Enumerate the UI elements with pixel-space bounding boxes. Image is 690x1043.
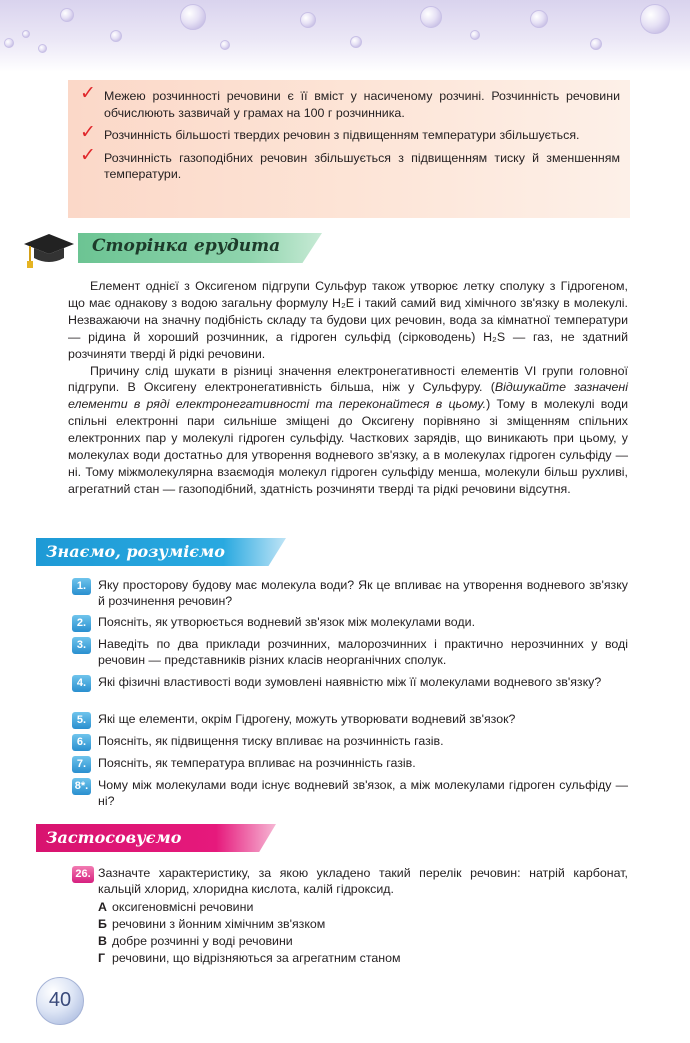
bubble-decoration (530, 10, 548, 28)
bubble-decoration (590, 38, 602, 50)
bubble-decoration (470, 30, 480, 40)
summary-item: ✓ Межею розчинності речовини є її вміст у насиченому розчині. Розчинність речовини обчислюють зазвичай у грамах на 100 г розчинника. (80, 82, 620, 120)
answer-option: Г речовини, що відрізняються за агрегатним станом (98, 951, 401, 965)
know-banner (36, 538, 286, 566)
apply-banner (36, 824, 276, 852)
check-mark-icon: ✓ (80, 143, 96, 166)
apply-question: 26. Зазначте характеристику, за якою укладено такий перелік речовин: натрій карбонат, кальцій хлорид, хлоридна кислота, калій гідроксид. (72, 866, 628, 897)
question-item: 7. Поясніть, як температура впливає на розчинність газів. (72, 756, 628, 772)
bubble-decoration (220, 40, 230, 50)
erudite-text (68, 278, 628, 498)
bubble-decoration (110, 30, 122, 42)
question-number: 8*. (72, 778, 91, 795)
bubble-decoration (4, 38, 14, 48)
check-mark-icon: ✓ (80, 121, 96, 143)
check-mark-icon: ✓ (80, 82, 96, 104)
bubble-decoration (180, 4, 206, 30)
question-item: 2. Поясніть, як утворюється водневий зв'язок між молекулами води. (72, 615, 628, 631)
question-item: 3. Наведіть по два приклади розчинних, малорозчинних і практично нерозчинних у воді речовин — представників різних класів неорганічних сполук. (72, 637, 628, 668)
bubble-decoration (420, 6, 442, 28)
question-number: 2. (72, 615, 91, 632)
erudite-paragraph-1: Елемент однієї з Оксигеном підгрупи Сульфур також утворює летку сполуку з Гідрогеном, що має однакову з водою загальну формулу H₂E і такий самий вид хімічного зв'язку в молекулі. Незважаючи на значну подібність складу та будови цих речовин, вода за кімнатної температури — рідина й хороший розчинник, а гідроген сульфід (сірководень) H₂S — газ, не здатний розчиняти тверді й рідкі речовини. (68, 279, 628, 361)
question-number: 1. (72, 578, 91, 595)
question-number: 6. (72, 734, 91, 751)
answer-option: А оксигеновмісні речовини (98, 900, 254, 914)
question-item: 5. Які ще елементи, окрім Гідрогену, можуть утворювати водневий зв'язок? (72, 712, 628, 728)
question-item: 6. Поясніть, як підвищення тиску впливає на розчинність газів. (72, 734, 628, 750)
question-number: 4. (72, 675, 91, 692)
bubble-decoration (38, 44, 47, 53)
bubble-decoration (22, 30, 30, 38)
summary-item: ✓ Розчинність більшості твердих речовин з підвищенням температури збільшується. (80, 121, 580, 143)
answer-option: В добре розчинні у воді речовини (98, 934, 293, 948)
question-number: 7. (72, 756, 91, 773)
top-decoration (0, 0, 690, 72)
know-title: Знаємо, розуміємо (46, 542, 225, 561)
page-number: 40 (48, 989, 72, 1011)
erudite-paragraph-2: Причину слід шукати в різниці значення електронегативності елементів VI групи головної підгрупи. В Оксигену електронегативність більша, ніж у Сульфуру. (Відшукайте зазначені елементи в ряді електронегативності та переконайтеся в цьому.) Тому в молекулі води спільні електронні пари сильніше зміщені до Оксигену порівняно зі зміщенням спільних електронних пар у молекулі гідроген сульфіду. Часткових зарядів, що виникають при цьому, у молекулах води достатньо для утворення водневого зв'язку, а в молекулах гідроген сульфіду — ні. Тому міжмолекулярна взаємодія молекул гідроген сульфіду менша, молекули більш рухливі, агрегатний стан — газоподібний, здатність розчиняти тверді та рідкі речовини відсутня. (68, 363, 628, 496)
bubble-decoration (640, 4, 670, 34)
question-item: 8*. Чому між молекулами води існує водневий зв'язок, а між молекулами гідроген сульфіду — ні? (72, 778, 628, 809)
summary-item: ✓ Розчинність газоподібних речовин збільшується з підвищенням тиску й зменшенням температури. (80, 143, 620, 181)
erudite-title: Сторінка ерудита (92, 236, 281, 256)
question-number: 5. (72, 712, 91, 729)
question-item: 1. Яку просторову будову має молекула води? Як це впливає на утворення водневого зв'язку й розчинення речовин? (72, 578, 628, 609)
question-item: 4. Які фізичні властивості води зумовлені наявністю між її молекулами водневого зв'язку? (72, 675, 628, 691)
question-number: 3. (72, 637, 91, 654)
bubble-decoration (300, 12, 316, 28)
question-number: 26. (72, 866, 94, 883)
summary-box (68, 80, 630, 218)
apply-title: Застосовуємо (46, 828, 182, 847)
answer-option: Б речовини з йонним хімічним зв'язком (98, 917, 326, 931)
graduation-cap-icon (22, 230, 76, 270)
bubble-decoration (60, 8, 74, 22)
bubble-decoration (350, 36, 362, 48)
